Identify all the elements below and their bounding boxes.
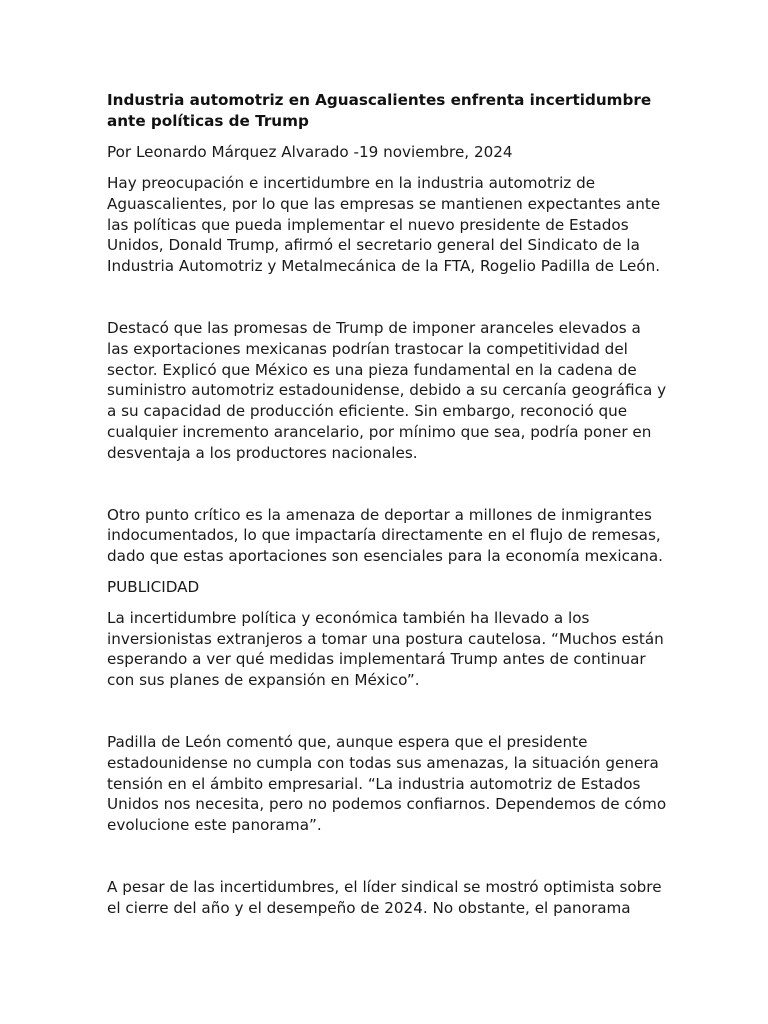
paragraph-5: Padilla de León comentó que, aunque espera que el presidente estadounidense no cumpla con todas sus amenazas, la situación genera tensión en el ámbito empresarial. “La industria automotriz de Estados Unidos nos necesita, pero no podemos confiarnos. Dependemos de cómo evolucione este panorama”.	[107, 732, 667, 835]
paragraph-6: A pesar de las incertidumbres, el líder sindical se mostró optimista sobre el cierre del año y el desempeño de 2024. No obstante, el panorama	[107, 877, 662, 917]
document-page	[107, 90, 667, 919]
paragraph-4: La incertidumbre política y económica también ha llevado a los inversionistas extranjeros a tomar una postura cautelosa. “Muchos están esperando a ver qué medidas implementará Trump antes de continuar con sus planes de expansión en México”.	[107, 608, 664, 690]
paragraph-1: Hay preocupación e incertidumbre en la industria automotriz de Aguascalientes, por lo que las empresas se mantienen expectantes ante las políticas que pueda implementar el nuevo presidente de Estados Unidos, Donald Trump, afirmó el secretario general del Sindicato de la Industria Automotriz y Metalmecánica de la FTA, Rogelio Padilla de León.	[107, 174, 661, 276]
article-byline: Por Leonardo Márquez Alvarado -19 noviembre, 2024	[107, 143, 513, 161]
paragraph-spacer	[107, 464, 667, 495]
paragraph-3: Otro punto crítico es la amenaza de deportar a millones de inmigrantes indocumentados, lo que impactaría directamente en el flujo de remesas, dado que estas aportaciones son esenciales para la economía mexicana.	[107, 505, 664, 566]
article-title: Industria automotriz en Aguascalientes enfrenta incertidumbre ante políticas de Trump	[107, 91, 652, 130]
paragraph-spacer	[107, 836, 667, 867]
paragraph-spacer	[107, 691, 667, 722]
paragraph-spacer	[107, 277, 667, 308]
paragraph-2: Destacó que las promesas de Trump de imponer aranceles elevados a las exportaciones mexicanas podrían trastocar la competitividad del sector. Explicó que México es una pieza fundamental en la cadena de suministro automotriz estadounidense, debido a su cercanía geográfica y a su capacidad de producción eficiente. Sin embargo, reconoció que cualquier incremento arancelario, por mínimo que sea, podría poner en desventaja a los productores nacionales.	[107, 318, 667, 462]
advertising-label: PUBLICIDAD	[107, 577, 200, 596]
